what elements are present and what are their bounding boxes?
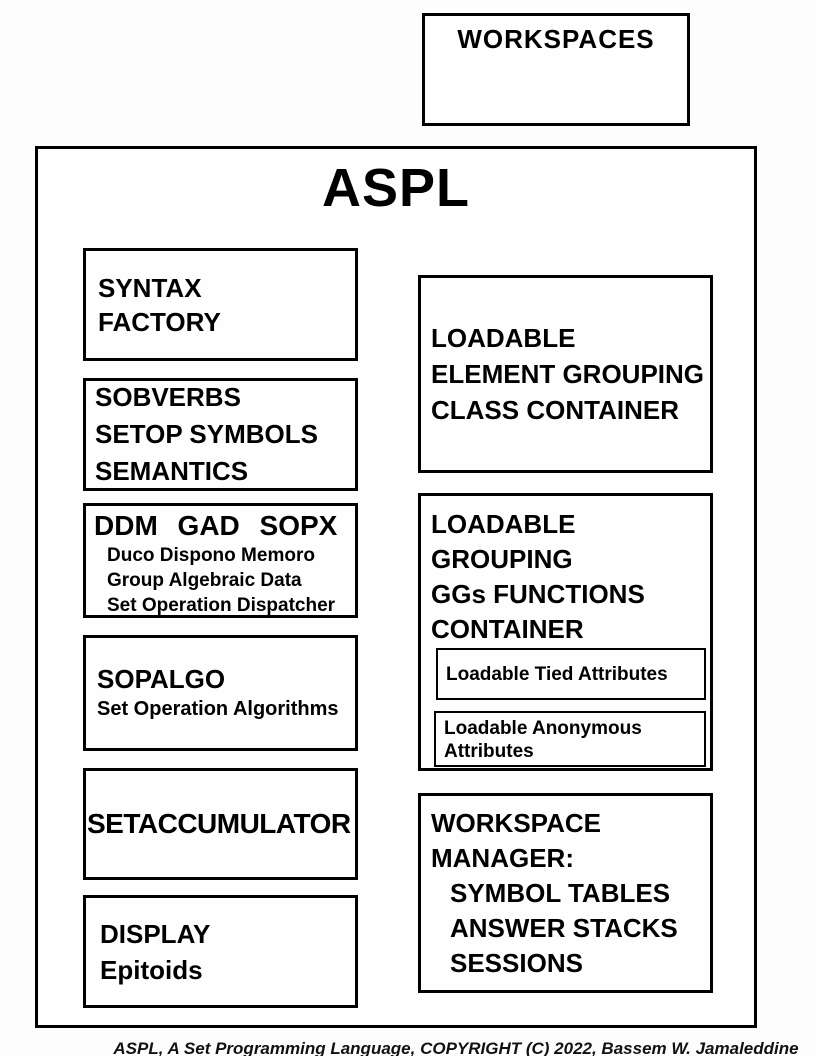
sopalgo-box xyxy=(83,635,358,751)
workspace-manager-box xyxy=(418,793,713,993)
box-subline: Duco Dispono Memoro xyxy=(107,545,315,566)
box-line: LOADABLE xyxy=(431,323,576,353)
box-line: MANAGER: xyxy=(431,843,574,873)
nested-box-label: Loadable Tied Attributes xyxy=(446,663,668,685)
box-line: ELEMENT GROUPING xyxy=(431,359,705,389)
box-line: CLASS CONTAINER xyxy=(431,395,679,425)
box-line: GGs FUNCTIONS xyxy=(431,579,645,609)
box-heading: SOPALGO xyxy=(97,664,226,694)
loadable-anonymous-attributes-box xyxy=(434,711,706,767)
box-line: LOADABLE xyxy=(431,509,576,539)
workspaces-box xyxy=(422,13,690,126)
setaccumulator-box xyxy=(83,768,358,880)
loadable-element-grouping-box xyxy=(418,275,713,473)
box-subline: Set Operation Dispatcher xyxy=(107,595,336,616)
loadable-tied-attributes-box xyxy=(436,648,706,700)
box-heading: DDM GAD SOPX xyxy=(94,510,338,541)
box-line: SETACCUMULATOR xyxy=(87,808,351,839)
syntax-factory-box xyxy=(83,248,358,361)
copyright-line: ASPL, A Set Programming Language, COPYRIGHT (C) 2022, Bassem W. Jamaleddine xyxy=(113,1039,799,1056)
sobverbs-box xyxy=(83,378,358,491)
aspl-container-box xyxy=(35,146,757,1028)
box-line: Epitoids xyxy=(100,954,203,985)
box-subline: SESSIONS xyxy=(450,948,583,978)
box-line: GROUPING xyxy=(431,544,573,574)
loadable-grouping-box xyxy=(418,493,713,771)
aspl-title: ASPL xyxy=(321,158,471,218)
nested-box-label: Loadable Anonymous Attributes xyxy=(444,718,642,762)
box-line: SETOP SYMBOLS xyxy=(95,419,318,449)
ddm-gad-sopx-box xyxy=(83,503,358,618)
box-line: WORKSPACE xyxy=(431,808,601,838)
box-line: SYNTAX xyxy=(98,272,202,303)
display-box xyxy=(83,895,358,1008)
box-line: SOBVERBS xyxy=(95,382,241,412)
box-subline: ANSWER STACKS xyxy=(450,913,678,943)
box-subline: Group Algebraic Data xyxy=(107,570,302,591)
box-line: DISPLAY xyxy=(100,918,211,949)
box-subline: Set Operation Algorithms xyxy=(97,698,339,720)
box-line: CONTAINER xyxy=(431,614,584,644)
box-subline: SYMBOL TABLES xyxy=(450,878,671,908)
workspaces-label: WORKSPACES xyxy=(457,24,655,54)
box-line: FACTORY xyxy=(98,306,221,337)
box-line: SEMANTICS xyxy=(95,456,249,486)
